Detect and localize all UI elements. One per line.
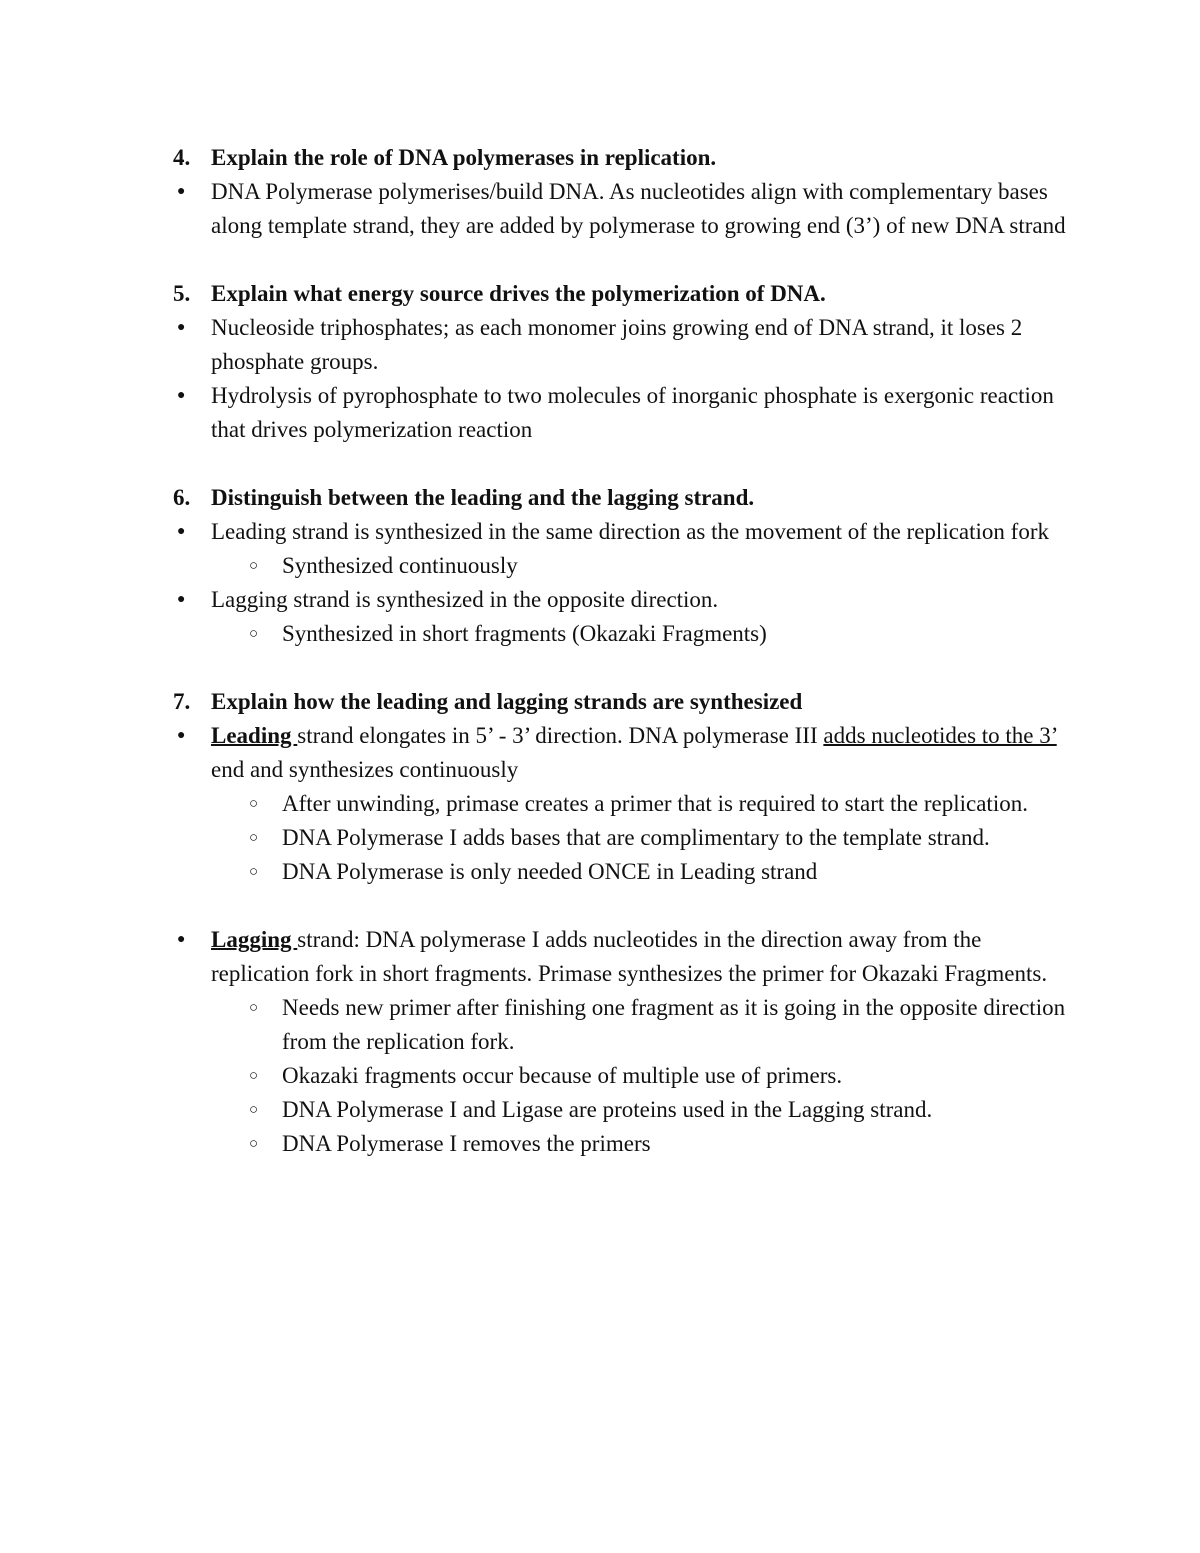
answer-bullet: ● Hydrolysis of pyrophosphate to two molecules of inorganic phosphate is exergonic reaction that drives polymerization reaction xyxy=(173,379,1073,447)
spacer xyxy=(173,651,1073,685)
question-4-heading xyxy=(173,141,1073,175)
answer-sub-bullet: ○ DNA Polymerase I removes the primers xyxy=(173,1127,1073,1161)
question-text: Distinguish between the leading and the lagging strand. xyxy=(211,485,755,510)
spacer xyxy=(173,447,1073,481)
leading-text-part2: end and synthesizes continuously xyxy=(211,757,519,782)
question-5-heading xyxy=(173,277,1073,311)
answer-sub-bullet: ○ DNA Polymerase I adds bases that are complimentary to the template strand. xyxy=(173,821,1073,855)
answer-sub-bullet: ○ DNA Polymerase I and Ligase are proteins used in the Lagging strand. xyxy=(173,1093,1073,1127)
answer-bullet: ● Lagging strand is synthesized in the opposite direction. xyxy=(173,583,1073,617)
document-body xyxy=(173,141,1073,1161)
leading-strand-bullet xyxy=(173,719,1073,787)
answer-sub-bullet: ○ Synthesized continuously xyxy=(173,549,1073,583)
question-text: Explain what energy source drives the polymerization of DNA. xyxy=(211,281,826,306)
answer-bullet: ● DNA Polymerase polymerises/build DNA. As nucleotides align with complementary bases along template strand, they are added by polymerase to growing end (3’) of new DNA strand xyxy=(173,175,1073,243)
question-number: 6. xyxy=(173,485,191,510)
lagging-term: Lagging xyxy=(211,927,298,952)
answer-bullet: ● Nucleoside triphosphates; as each monomer joins growing end of DNA strand, it loses 2 phosphate groups. xyxy=(173,311,1073,379)
lagging-strand-bullet xyxy=(173,923,1073,991)
answer-sub-bullet: ○ Okazaki fragments occur because of multiple use of primers. xyxy=(173,1059,1073,1093)
question-6-heading xyxy=(173,481,1073,515)
leading-underlined-text: adds nucleotides to the 3’ xyxy=(823,723,1057,748)
answer-bullet: ● Leading strand is synthesized in the same direction as the movement of the replication fork xyxy=(173,515,1073,549)
answer-sub-bullet: ○ Synthesized in short fragments (Okazaki Fragments) xyxy=(173,617,1073,651)
answer-sub-bullet: ○ DNA Polymerase is only needed ONCE in Leading strand xyxy=(173,855,1073,889)
spacer xyxy=(173,243,1073,277)
lagging-text: strand: DNA polymerase I adds nucleotides in the direction away from the replication fork in short fragments. Primase synthesizes the primer for Okazaki Fragments. xyxy=(211,927,1048,986)
question-number: 7. xyxy=(173,689,191,714)
answer-sub-bullet: ○ After unwinding, primase creates a primer that is required to start the replication. xyxy=(173,787,1073,821)
question-text: Explain the role of DNA polymerases in replication. xyxy=(211,145,717,170)
spacer xyxy=(173,889,1073,923)
question-number: 5. xyxy=(173,281,191,306)
question-7-heading xyxy=(173,685,1073,719)
question-number: 4. xyxy=(173,145,191,170)
leading-text-part1: strand elongates in 5’ - 3’ direction. DNA polymerase III xyxy=(297,723,824,748)
leading-term: Leading xyxy=(211,723,298,748)
answer-sub-bullet: ○ Needs new primer after finishing one fragment as it is going in the opposite direction from the replication fork. xyxy=(173,991,1073,1059)
question-text: Explain how the leading and lagging strands are synthesized xyxy=(211,689,803,714)
